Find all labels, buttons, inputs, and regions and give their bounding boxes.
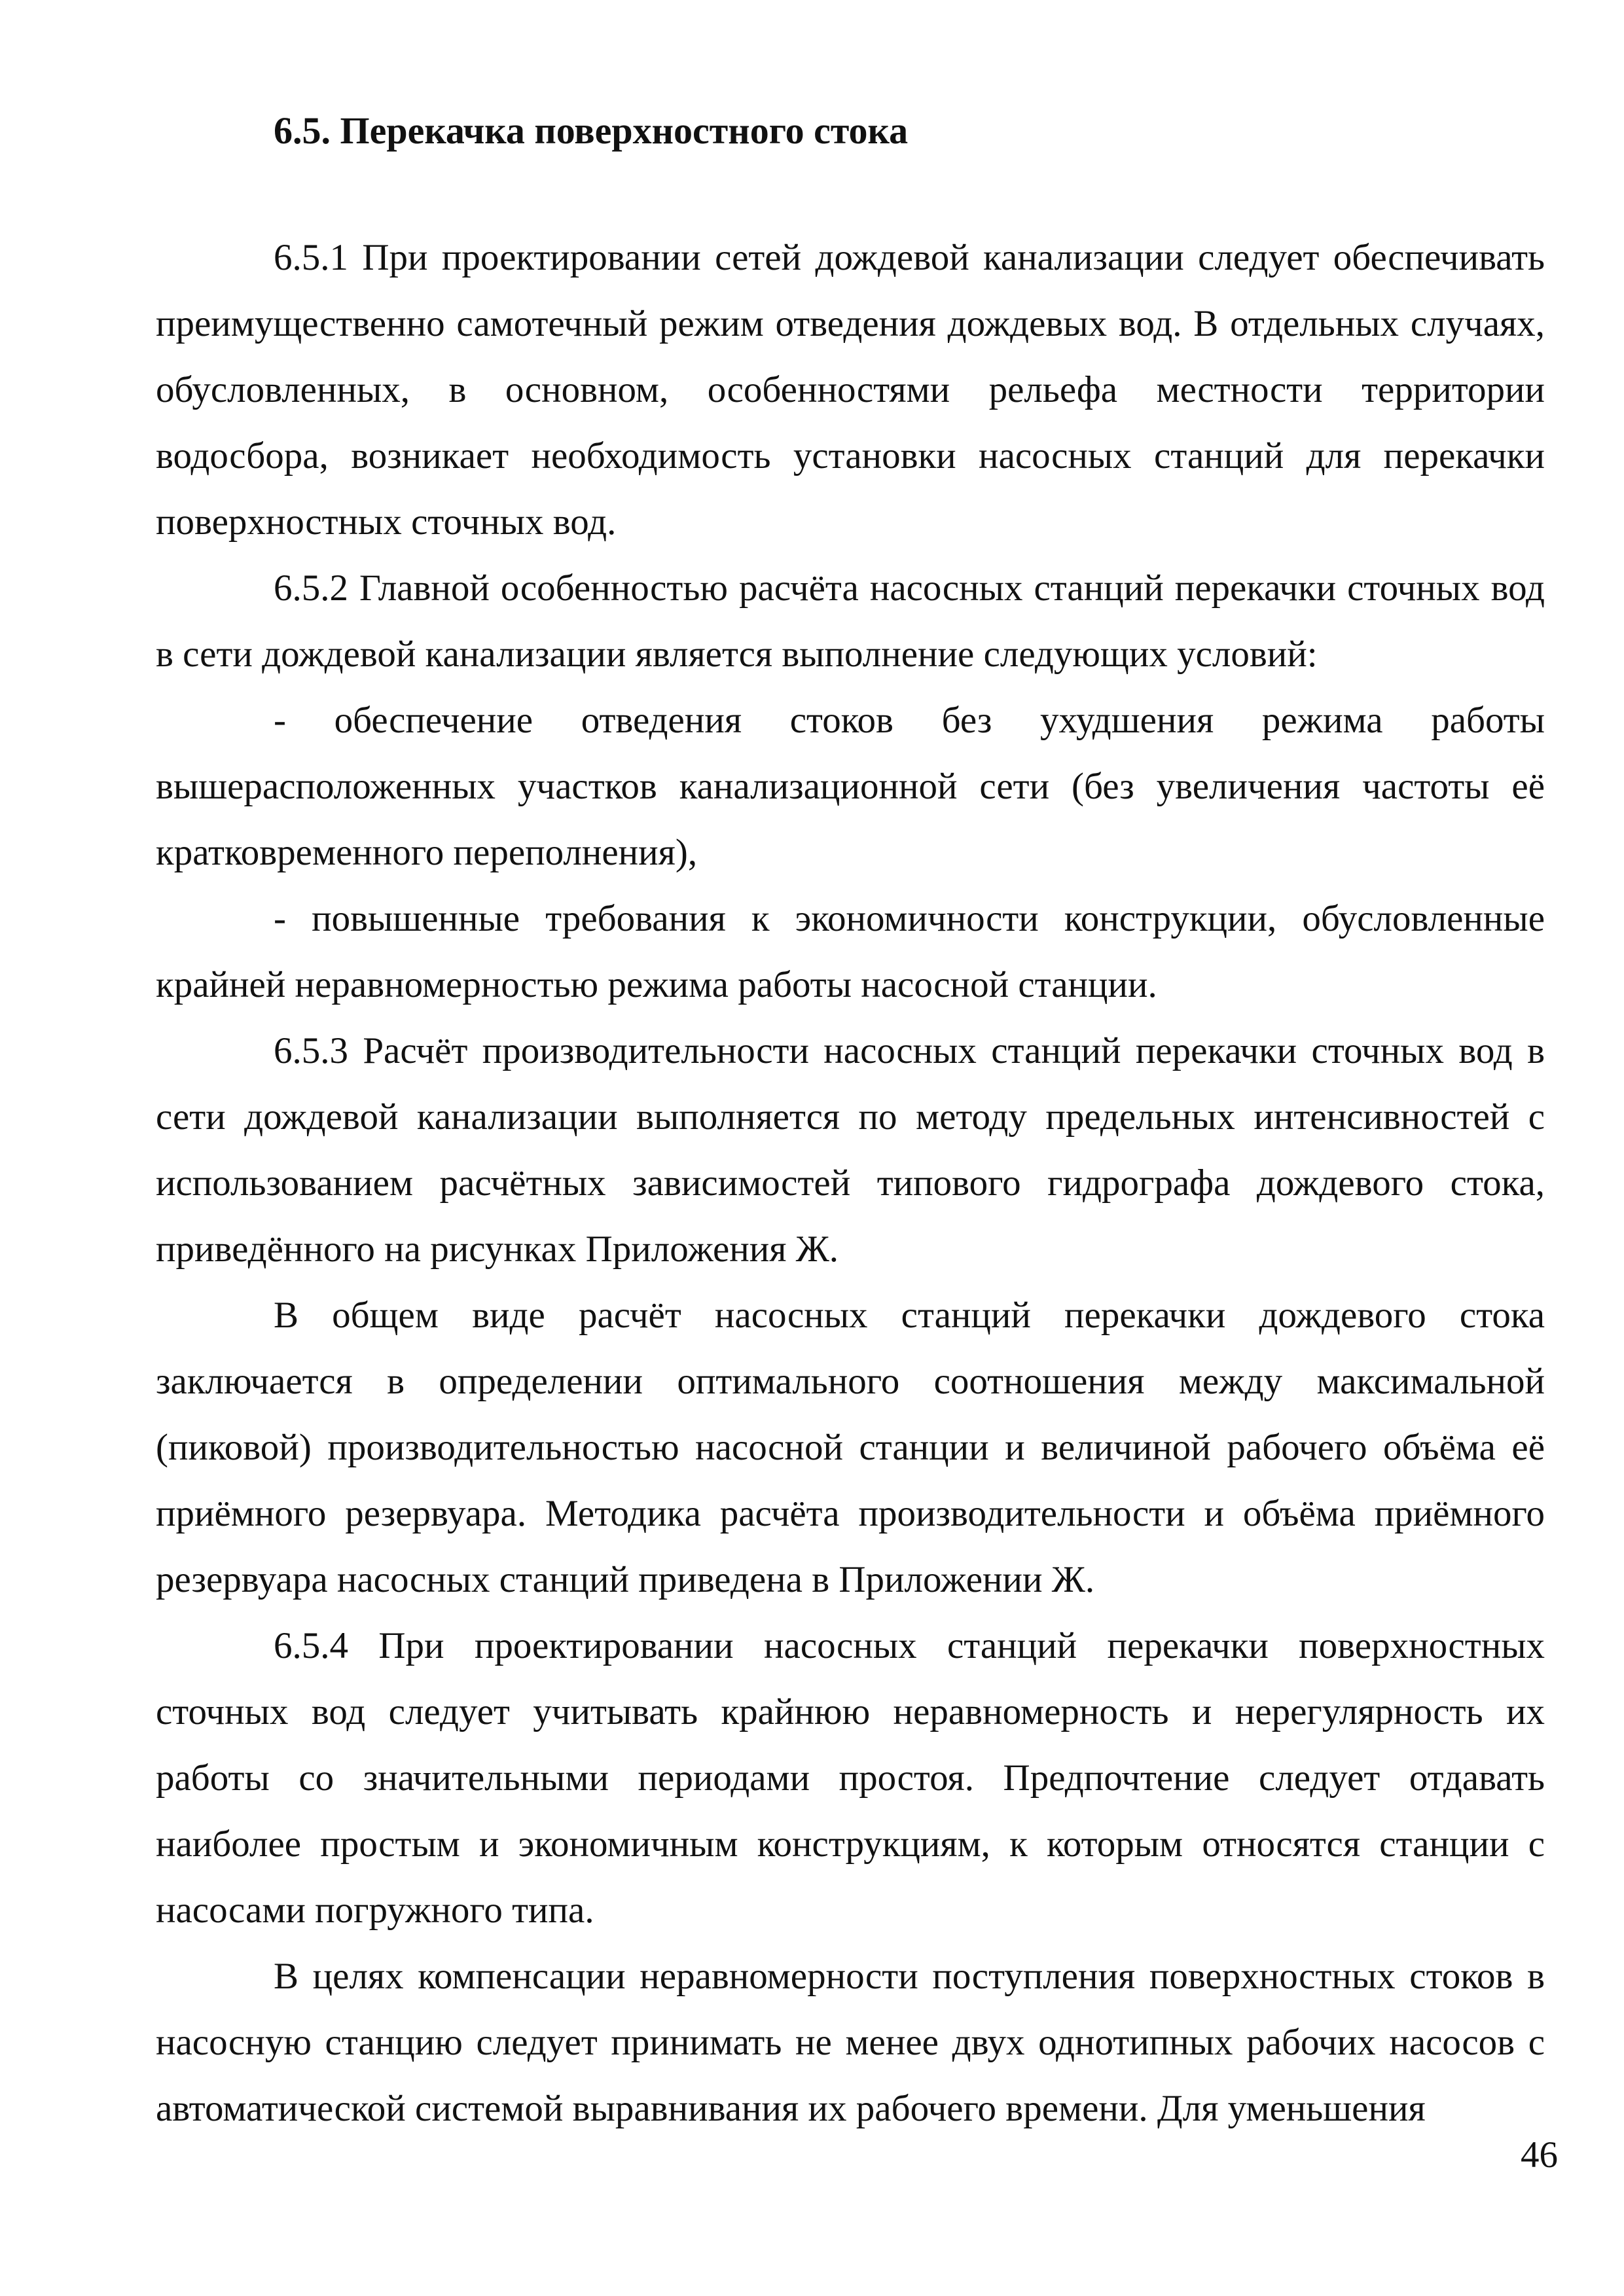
list-item-condition-2: - повышенные требования к экономичности конструкции, обусловленные крайней неравномерностью режима работы насосной станции.: [156, 898, 1545, 1005]
paragraph-6-5-3: 6.5.3 Расчёт производительности насосных станций перекачки сточных вод в сети дождевой канализации выполняется по методу предельных интенсивностей с использованием расчётных зависимостей типового гидрографа дождевого стока, приведённого на рисунках Приложения Ж.: [156, 1030, 1545, 1270]
page-content: [156, 98, 1545, 2142]
heading-spacer: [156, 164, 1545, 224]
paragraph-6-5-1: 6.5.1 При проектировании сетей дождевой канализации следует обеспечивать преимущественно самотечный режим отведения дождевых вод. В отдельных случаях, обусловленных, в основном, особенностями рельефа местности территории водосбора, возникает необходимость установки насосных станций для перекачки поверхностных сточных вод.: [156, 237, 1545, 543]
paragraph-6-5-4: 6.5.4 При проектировании насосных станций перекачки поверхностных сточных вод следует учитывать крайнюю неравномерность и нерегулярность их работы со значительными периодами простоя. Предпочтение следует отдавать наиболее простым и экономичным конструкциям, к которым относятся станции с насосами погружного типа.: [156, 1625, 1545, 1931]
paragraph-general-calculation: В общем виде расчёт насосных станций перекачки дождевого стока заключается в определении оптимального соотношения между максимальной (пиковой) производительностью насосной станции и величиной рабочего объёма её приёмного резервуара. Методика расчёта производительности и объёма приёмного резервуара насосных станций приведена в Приложении Ж.: [156, 1295, 1545, 1600]
paragraph-6-5-2: 6.5.2 Главной особенностью расчёта насосных станций перекачки сточных вод в сети дождевой канализации является выполнение следующих условий:: [156, 567, 1545, 675]
list-item-condition-1: - обеспечение отведения стоков без ухудшения режима работы вышерасположенных участков канализационной сети (без увеличения частоты её кратковременного переполнения),: [156, 700, 1545, 873]
section-heading: 6.5. Перекачка поверхностного стока: [274, 109, 909, 152]
paragraph-compensation: В целях компенсации неравномерности поступления поверхностных стоков в насосную станцию следует принимать не менее двух однотипных рабочих насосов с автоматической системой выравнивания их рабочего времени. Для уменьшения: [156, 1956, 1545, 2129]
page-number: 46: [1521, 2134, 1558, 2176]
